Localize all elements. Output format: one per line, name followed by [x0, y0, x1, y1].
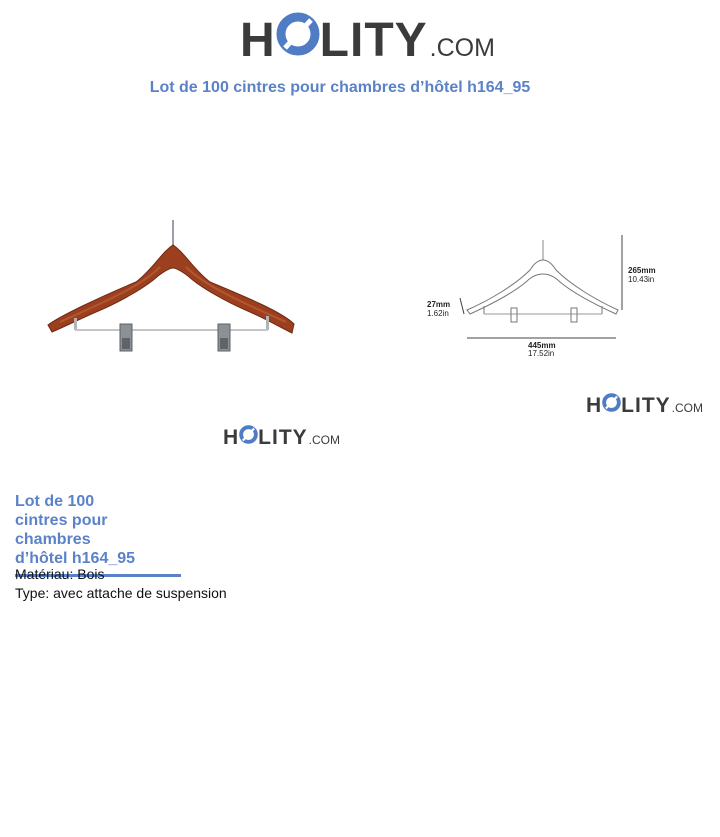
- logo-tld: .COM: [308, 433, 341, 447]
- logo-tld: .COM: [429, 34, 495, 62]
- hanger-clip-left: [120, 324, 132, 351]
- spec-label: Type:: [15, 585, 50, 601]
- product-title: [15, 492, 185, 568]
- spec-material: [15, 565, 227, 584]
- product-title-line: cintres pour chambres: [15, 512, 108, 548]
- spec-value: Bois: [77, 566, 105, 582]
- logo-word: LITY: [258, 426, 308, 449]
- holity-logo-small-left: [223, 425, 340, 451]
- width-in-label: 17.52in: [528, 349, 555, 358]
- spec-label: Matériau:: [15, 566, 74, 582]
- spec-value: avec attache de suspension: [53, 585, 227, 601]
- logo-word: LITY: [621, 394, 671, 417]
- logo-letter-h: H: [586, 394, 603, 417]
- logo-word: LITY: [319, 14, 428, 67]
- dimension-drawing: [420, 230, 670, 360]
- logo-ring-icon: [239, 425, 258, 444]
- product-title-line: Lot de 100: [15, 493, 95, 510]
- logo-ring-icon: [602, 393, 621, 412]
- product-specs: [15, 565, 227, 603]
- logo-letter-h: H: [223, 426, 240, 449]
- logo-letter-h: H: [240, 14, 276, 67]
- hanger-clip-right: [218, 324, 230, 351]
- hanger-bar: [74, 318, 77, 330]
- product-title-line: d’hôtel h164_95: [15, 550, 136, 567]
- holity-logo[interactable]: [240, 12, 495, 69]
- height-mm-label: 265mm: [628, 266, 656, 275]
- page-title: Lot de 100 cintres pour chambres d’hôtel h164_95: [149, 79, 531, 96]
- holity-logo-small-right: [586, 393, 703, 419]
- hanger-photo: [40, 212, 302, 357]
- depth-mm-label: 27mm: [427, 300, 451, 309]
- spec-type: [15, 584, 227, 603]
- logo-ring-icon: [276, 12, 320, 56]
- height-in-label: 10.43in: [628, 275, 655, 284]
- logo-tld: .COM: [671, 401, 704, 415]
- hanger-wood-body: [48, 245, 294, 333]
- depth-in-label: 1.62in: [427, 309, 449, 318]
- width-mm-label: 445mm: [528, 341, 556, 350]
